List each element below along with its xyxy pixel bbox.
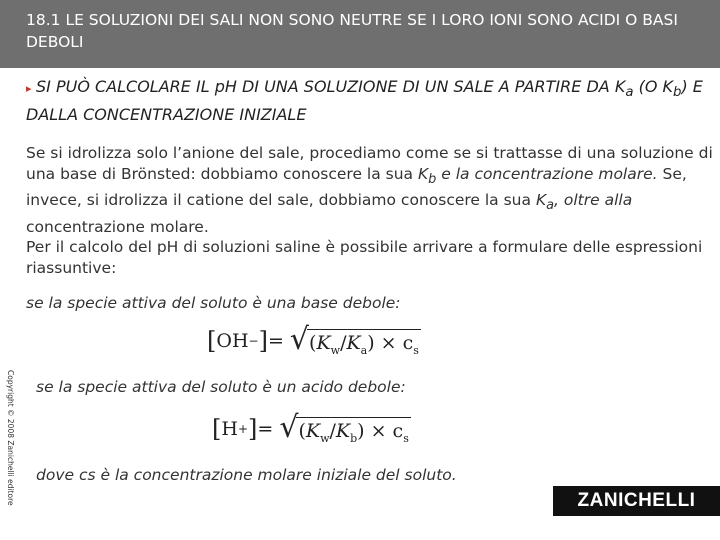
kb-letter: K [417, 164, 429, 183]
paragraph-text-3: concentrazione molare. [26, 217, 209, 236]
note-acid: se la specie attiva del soluto è un acido debole: [36, 378, 406, 396]
kb-sub: b [428, 171, 437, 187]
kb-symbol [417, 164, 437, 187]
formula-base-open-bracket: [ [207, 326, 217, 355]
formula-acid-equals: = [257, 417, 274, 440]
paragraph-italic-1: e la concentrazione molare. [436, 164, 658, 183]
formula-base-c-sub: s [413, 343, 419, 357]
formula-base-kden-sub: a [360, 343, 368, 357]
subheading-text-1: SI PUÒ CALCOLARE IL pH DI UNA SOLUZIONE DI UN SALE A PARTIRE DA K [36, 77, 626, 96]
formula-base-equals: = [267, 329, 284, 352]
formula-acid-sqrt [279, 410, 411, 445]
subheading-text-2: (O K [633, 77, 673, 96]
formula-acid-lhs-sup: + [237, 421, 249, 436]
section-number: 18.1 [26, 11, 66, 29]
formula-acid-times: ) × c [357, 420, 404, 442]
formula-base-lhs: OH [216, 329, 249, 352]
formula-acid-kw-sub: w [320, 431, 330, 445]
formula-acid-kden-sub: b [350, 431, 358, 445]
subheading [26, 76, 706, 126]
formula-acid-c-sub: s [403, 431, 409, 445]
sqrt-icon: √ [279, 410, 299, 445]
formula-acid [212, 410, 411, 445]
formula-base-slash: / [340, 332, 347, 354]
formula-acid-kw: K [305, 420, 321, 442]
paragraph-line-1 [26, 143, 716, 237]
formula-base-kden: K [346, 332, 361, 354]
copyright-notice [2, 370, 16, 520]
note-cs: dove cs è la concentrazione molare iniziale del soluto. [36, 466, 457, 484]
formula-base-times: ) × c [367, 332, 414, 354]
paragraph-text-1: Se si idrolizza solo l’anione del sale, procediamo come se si trattasse di una soluzione di una base di Brönsted: dobbiamo conoscere la sua [26, 144, 713, 183]
sqrt-icon: √ [289, 322, 310, 357]
formula-acid-radicand: $(K_w/K_b) \times c_s$ [296, 417, 410, 445]
header-bar [0, 0, 720, 68]
paragraph-text-2: Se, invece, si idrolizza il catione del sale, dobbiamo conoscere la sua [26, 164, 687, 210]
formula-acid-lhs: H [221, 417, 238, 440]
formula-base-kw: K [316, 332, 331, 354]
copyright-text: Copyright © 2008 Zanichelli editore [6, 370, 15, 506]
ka-sub: a [546, 198, 555, 214]
formula-base-sqrt [289, 322, 421, 357]
subheading-text-3: ) E DALLA CONCENTRAZIONE INIZIALE [26, 77, 703, 125]
formula-base-kw-sub: w [330, 343, 341, 357]
zanichelli-logo: ZANICHELLI [553, 486, 720, 516]
ka-symbol [535, 191, 555, 214]
slide-title [26, 9, 706, 53]
subheading-sub-a: a [625, 85, 634, 101]
formula-acid-slash: / [329, 420, 336, 442]
formula-acid-close-bracket: ] [248, 414, 258, 443]
formula-base [207, 322, 421, 357]
section-title: LE SOLUZIONI DEI SALI NON SONO NEUTRE SE I LORO IONI SONO ACIDI O BASI DEBOLI [26, 11, 678, 51]
note-base: se la specie attiva del soluto è una base debole: [26, 294, 401, 312]
bullet-arrow-icon: ▸ [26, 82, 32, 95]
paragraph-line-2: Per il calcolo del pH di soluzioni saline è possibile arrivare a formulare delle espressioni riassuntive: [26, 238, 703, 277]
paragraph-italic-2: , oltre alla [554, 191, 633, 210]
formula-base-lhs-sup: − [248, 333, 259, 348]
formula-acid-kden: K [335, 420, 351, 442]
subheading-sub-b: b [672, 85, 682, 101]
formula-base-radicand: $(K_w/K_a) \times c_s$ [307, 329, 421, 357]
ka-letter: K [535, 191, 547, 210]
formula-base-close-bracket: ] [258, 326, 268, 355]
body-paragraph [26, 143, 716, 278]
formula-acid-open-bracket: [ [212, 414, 222, 443]
